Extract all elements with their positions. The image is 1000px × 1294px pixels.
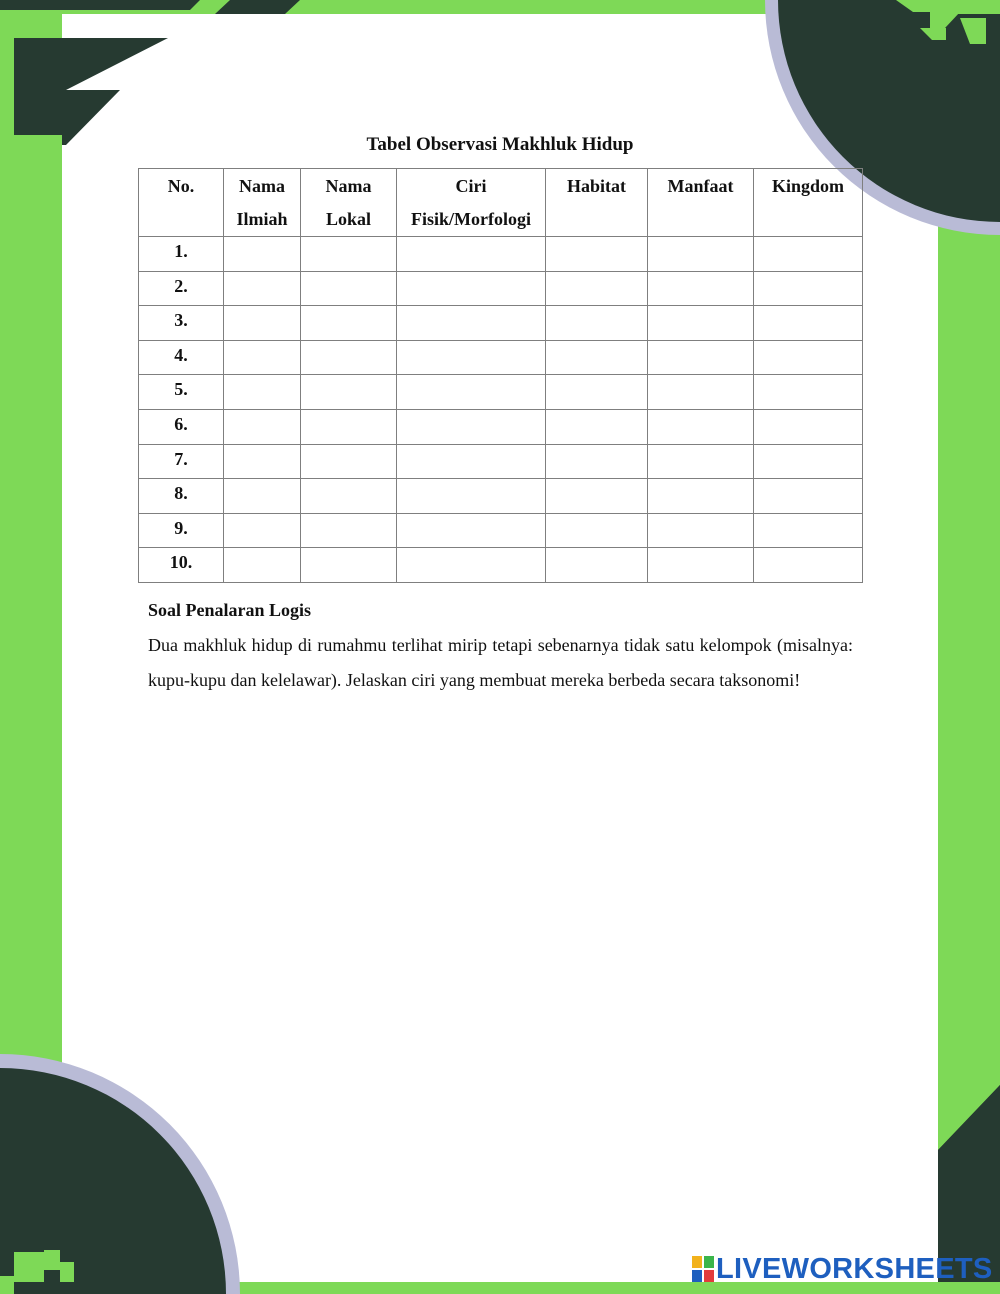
cell-input[interactable] xyxy=(224,271,301,306)
cell-input[interactable] xyxy=(546,375,648,410)
cell-input[interactable] xyxy=(546,548,648,583)
section-heading: Soal Penalaran Logis xyxy=(148,600,312,620)
cell-input[interactable] xyxy=(301,306,397,341)
cell-input[interactable] xyxy=(546,271,648,306)
cell-input[interactable] xyxy=(754,548,863,583)
liveworksheets-brand[interactable] xyxy=(692,1252,993,1286)
header-no: No. xyxy=(139,169,224,237)
cell-input[interactable] xyxy=(546,444,648,479)
cell-input[interactable] xyxy=(301,548,397,583)
cell-input[interactable] xyxy=(546,237,648,272)
cell-input[interactable] xyxy=(754,237,863,272)
cell-input[interactable] xyxy=(224,444,301,479)
table-row xyxy=(139,237,863,272)
brand-text: LIVEWORKSHEETS xyxy=(716,1252,993,1285)
cell-input[interactable] xyxy=(754,271,863,306)
cell-input[interactable] xyxy=(397,513,546,548)
cell-input[interactable] xyxy=(301,444,397,479)
cell-input[interactable] xyxy=(754,375,863,410)
cell-input[interactable] xyxy=(397,409,546,444)
table-row xyxy=(139,548,863,583)
cell-input[interactable] xyxy=(648,548,754,583)
row-number: 10. xyxy=(139,548,224,583)
cell-input[interactable] xyxy=(546,409,648,444)
table-row xyxy=(139,444,863,479)
row-number: 3. xyxy=(139,306,224,341)
table-row xyxy=(139,271,863,306)
header-ciri-fisik: Ciri Fisik/Morfologi xyxy=(397,169,546,237)
cell-input[interactable] xyxy=(301,271,397,306)
row-number: 6. xyxy=(139,409,224,444)
cell-input[interactable] xyxy=(546,306,648,341)
header-kingdom: Kingdom xyxy=(754,169,863,237)
table-header-row xyxy=(139,169,863,237)
table-row xyxy=(139,340,863,375)
table-row xyxy=(139,306,863,341)
cell-input[interactable] xyxy=(648,340,754,375)
cell-input[interactable] xyxy=(224,237,301,272)
cell-input[interactable] xyxy=(224,340,301,375)
cell-input[interactable] xyxy=(397,306,546,341)
cell-input[interactable] xyxy=(754,306,863,341)
header-manfaat: Manfaat xyxy=(648,169,754,237)
cell-input[interactable] xyxy=(301,340,397,375)
cell-input[interactable] xyxy=(397,340,546,375)
header-nama-ilmiah: Nama Ilmiah xyxy=(224,169,301,237)
cell-input[interactable] xyxy=(224,375,301,410)
cell-input[interactable] xyxy=(648,444,754,479)
cell-input[interactable] xyxy=(397,375,546,410)
cell-input[interactable] xyxy=(546,479,648,514)
document-title: Tabel Observasi Makhluk Hidup xyxy=(366,134,634,155)
cell-input[interactable] xyxy=(224,306,301,341)
cell-input[interactable] xyxy=(546,513,648,548)
liveworksheets-logo-icon xyxy=(692,1256,714,1282)
cell-input[interactable] xyxy=(546,340,648,375)
table-row xyxy=(139,479,863,514)
cell-input[interactable] xyxy=(754,479,863,514)
row-number: 8. xyxy=(139,479,224,514)
table-row xyxy=(139,375,863,410)
table-row xyxy=(139,409,863,444)
cell-input[interactable] xyxy=(648,409,754,444)
cell-input[interactable] xyxy=(224,513,301,548)
table-row xyxy=(139,513,863,548)
cell-input[interactable] xyxy=(301,237,397,272)
cell-input[interactable] xyxy=(648,237,754,272)
cell-input[interactable] xyxy=(224,409,301,444)
cell-input[interactable] xyxy=(648,306,754,341)
cell-input[interactable] xyxy=(754,340,863,375)
observation-table xyxy=(138,168,863,583)
cell-input[interactable] xyxy=(648,513,754,548)
cell-input[interactable] xyxy=(301,479,397,514)
cell-input[interactable] xyxy=(754,444,863,479)
row-number: 1. xyxy=(139,237,224,272)
row-number: 2. xyxy=(139,271,224,306)
cell-input[interactable] xyxy=(754,513,863,548)
cell-input[interactable] xyxy=(648,375,754,410)
cell-input[interactable] xyxy=(301,409,397,444)
row-number: 4. xyxy=(139,340,224,375)
cell-input[interactable] xyxy=(397,237,546,272)
cell-input[interactable] xyxy=(224,548,301,583)
cell-input[interactable] xyxy=(224,479,301,514)
cell-input[interactable] xyxy=(301,513,397,548)
header-nama-lokal: Nama Lokal xyxy=(301,169,397,237)
cell-input[interactable] xyxy=(648,271,754,306)
cell-input[interactable] xyxy=(397,444,546,479)
question-text: Dua makhluk hidup di rumahmu terlihat mirip tetapi sebenarnya tidak satu kelompok (misalnya: kupu-kupu dan kelelawar). Jelaskan ciri yang membuat mereka berbeda secara taksonomi! xyxy=(148,635,853,690)
cell-input[interactable] xyxy=(397,479,546,514)
row-number: 9. xyxy=(139,513,224,548)
header-habitat: Habitat xyxy=(546,169,648,237)
cell-input[interactable] xyxy=(301,375,397,410)
row-number: 7. xyxy=(139,444,224,479)
cell-input[interactable] xyxy=(648,479,754,514)
cell-input[interactable] xyxy=(754,409,863,444)
cell-input[interactable] xyxy=(397,271,546,306)
row-number: 5. xyxy=(139,375,224,410)
cell-input[interactable] xyxy=(397,548,546,583)
